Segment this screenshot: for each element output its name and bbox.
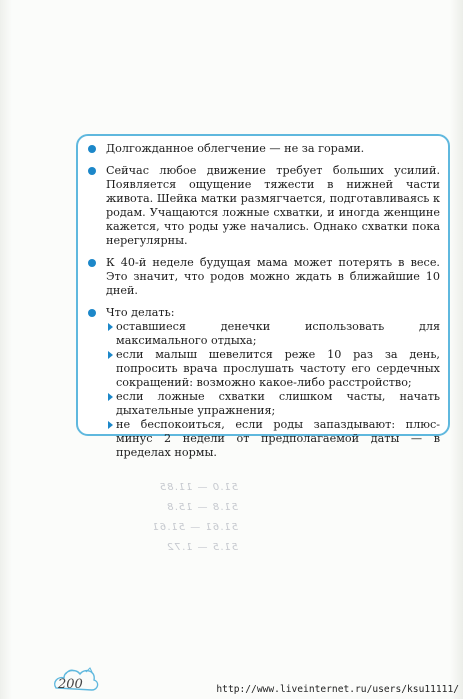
bullet-text: К 40-й неделе будущая мама может потерять в весе. Это значит, что родов можно ждать в ближайшие 10 дней. — [106, 256, 440, 297]
bullet-item — [88, 142, 440, 156]
triangle-marker-icon — [108, 393, 113, 401]
bullet-dot-icon — [88, 145, 96, 153]
todo-subitem-text: если ложные схватки слишком часты, начать дыхательные упражнения; — [116, 390, 440, 417]
todo-title: Что делать: — [106, 306, 175, 319]
pencil-note-line: 51.0 — 11.85 — [158, 482, 238, 493]
bullet-dot-icon — [88, 167, 96, 175]
todo-subitem — [106, 320, 440, 348]
bleed-through-pencil-notes — [98, 478, 238, 558]
todo-subitem — [106, 418, 440, 460]
page-number: 200 — [58, 677, 83, 692]
todo-subitem-text: оставшиеся денечки использовать для максимального отдыха; — [116, 320, 440, 347]
pencil-note-line: 51.61 — 51.61 — [151, 522, 238, 533]
triangle-marker-icon — [108, 323, 113, 331]
pencil-note-line: 51.5 — 1.72 — [166, 542, 238, 553]
todo-subitem — [106, 348, 440, 390]
triangle-marker-icon — [108, 421, 113, 429]
todo-item — [88, 306, 440, 460]
todo-subitem-text: не беспокоиться, если роды запаздывают: плюс-минус 2 недели от предполагаемой даты — в пределах нормы. — [116, 418, 440, 459]
bullet-dot-icon — [88, 259, 96, 267]
bullet-item — [88, 164, 440, 248]
page-number-badge — [50, 660, 102, 694]
bullet-text: Долгожданное облегчение — не за горами. — [106, 142, 365, 155]
bullet-dot-icon — [88, 309, 96, 317]
info-box — [76, 134, 450, 459]
triangle-marker-icon — [108, 351, 113, 359]
todo-subitem-text: если малыш шевелится реже 10 раз за день, попросить врача прослушать частоту его сердечных сокращений: возможно какое-либо расстройство; — [116, 348, 440, 389]
bullet-text: Сейчас любое движение требует больших усилий. Появляется ощущение тяжести в нижней части живота. Шейка матки размягчается, подготавливаясь к родам. Учащаются ложные схватки, и иногда женщине кажется, что роды уже начались. Однако схватки пока нерегулярны. — [106, 164, 440, 247]
todo-subitem — [106, 390, 440, 418]
bullet-item — [88, 256, 440, 298]
watermark-url: http://www.liveinternet.ru/users/ksu11111/ — [216, 684, 459, 695]
pencil-note-line: 51.8 — 15.8 — [166, 502, 238, 513]
